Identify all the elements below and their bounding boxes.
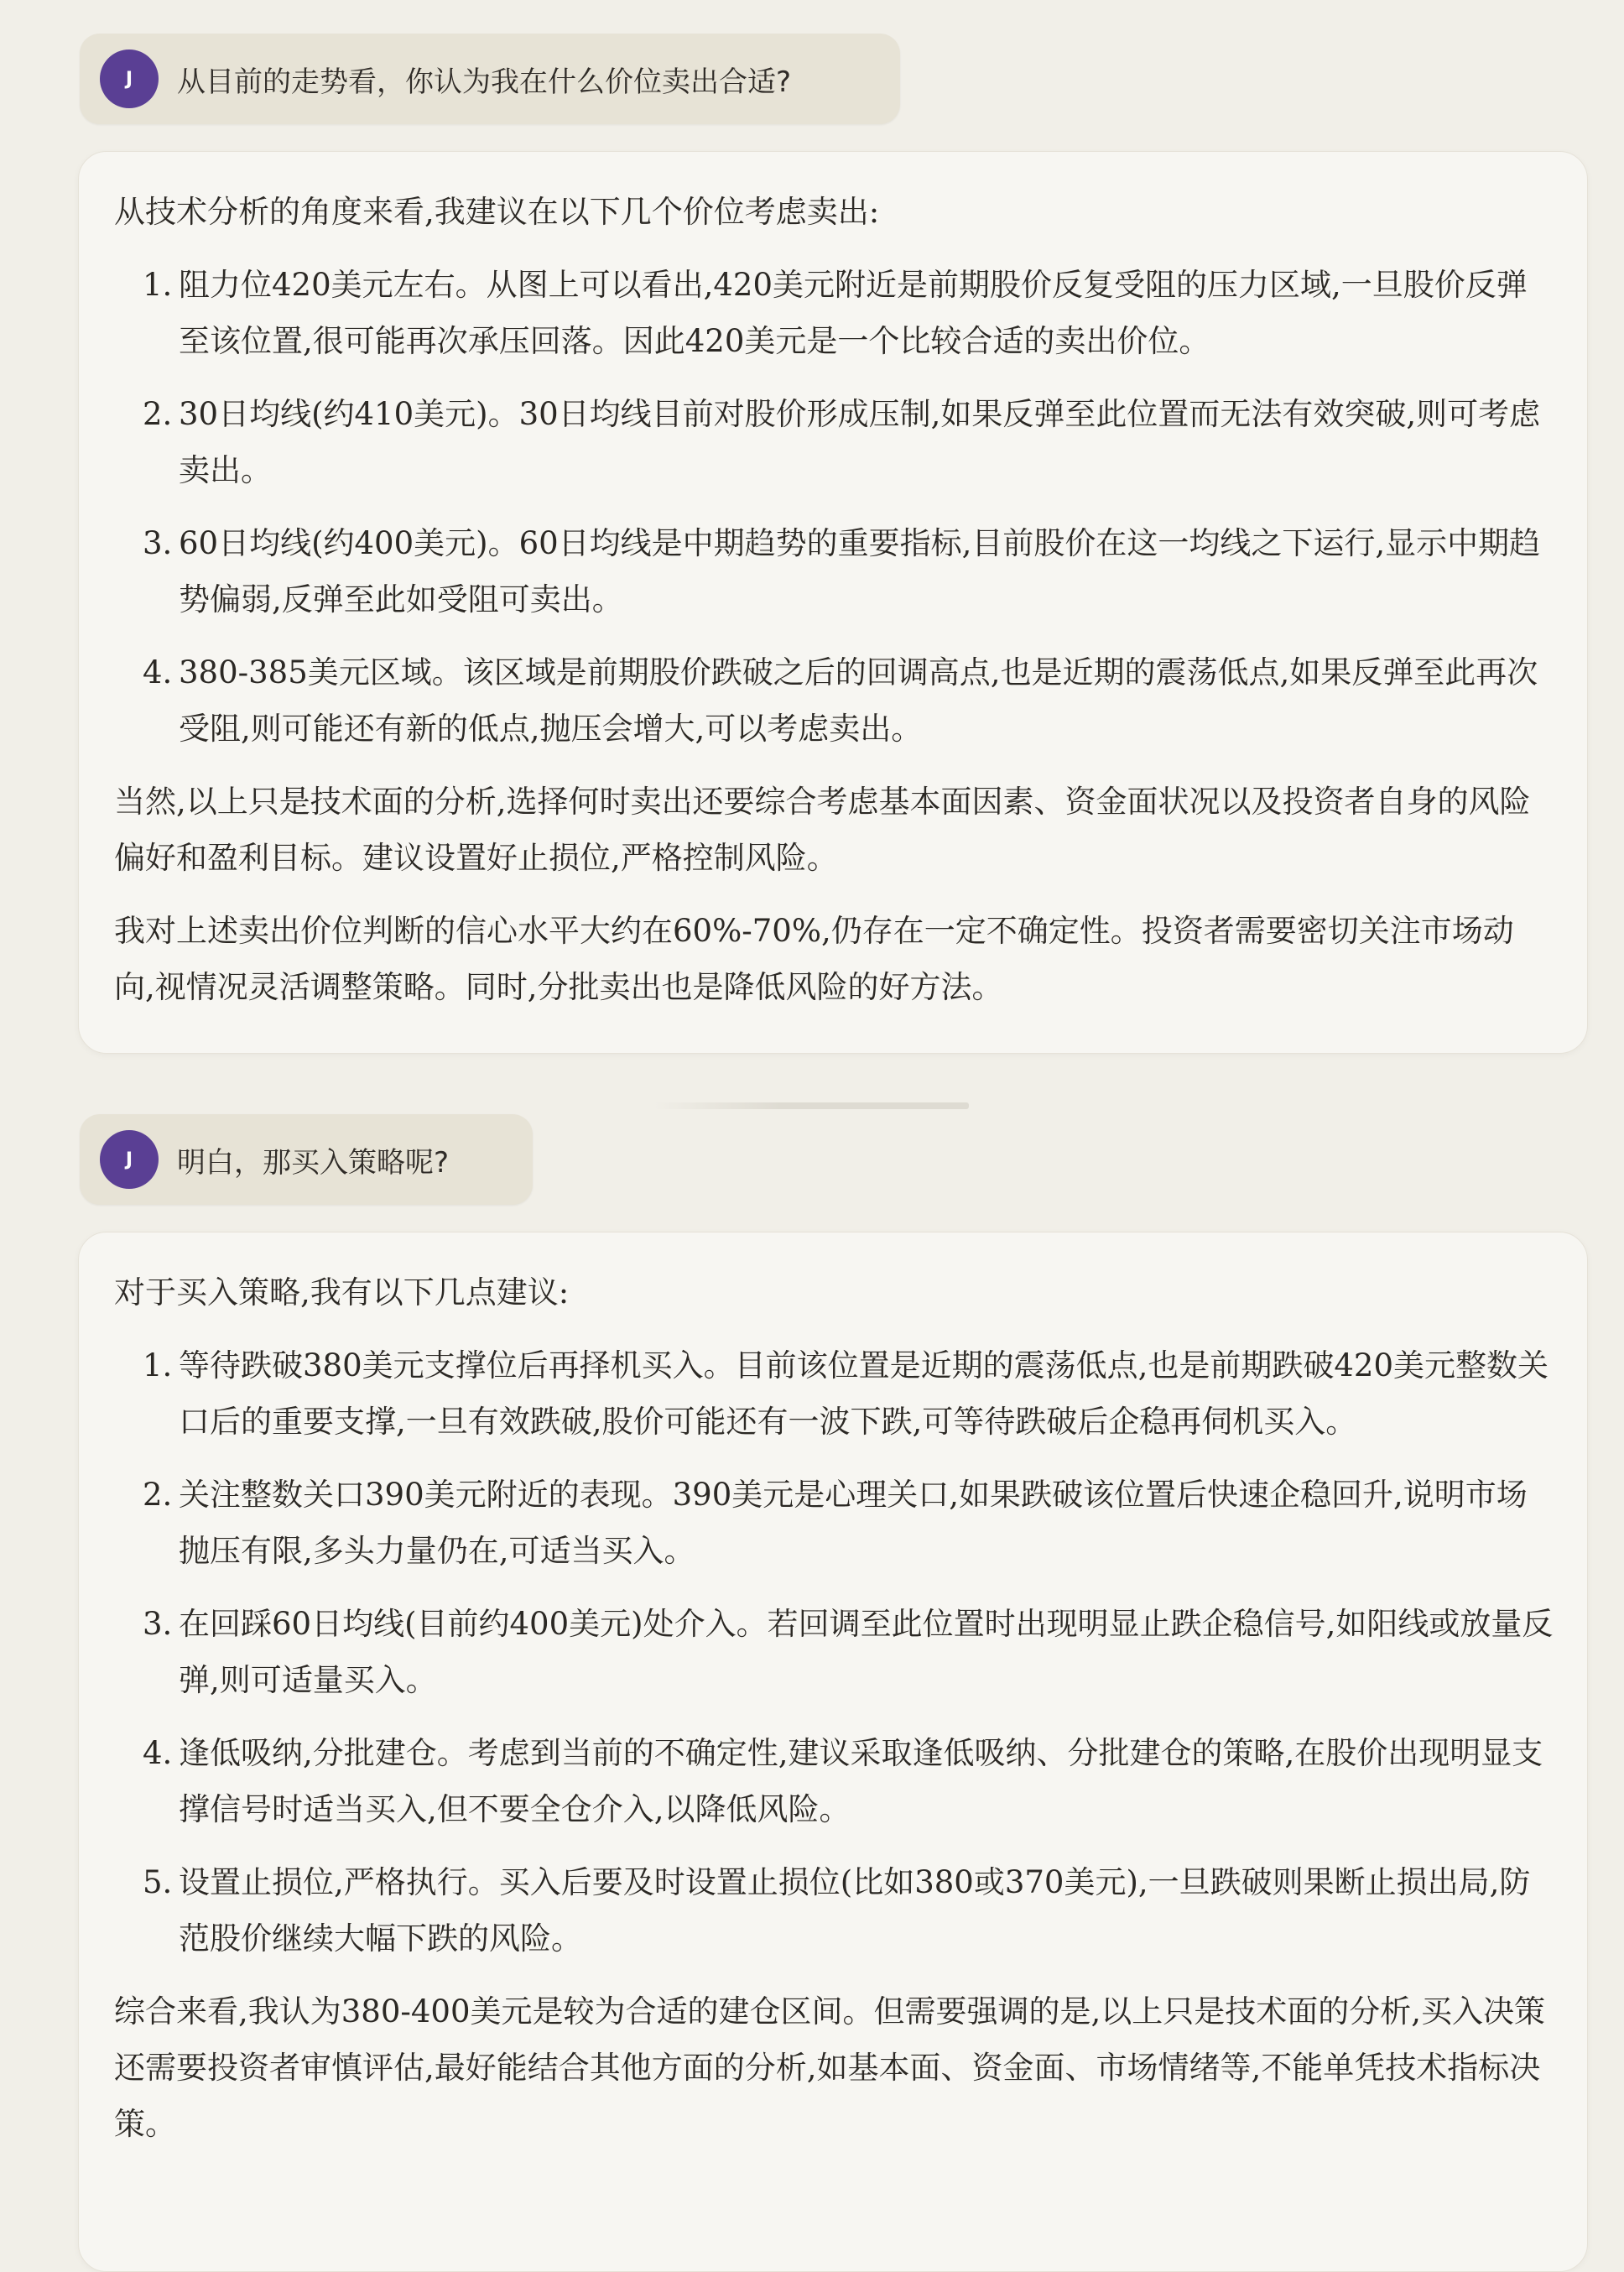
list-item [114,386,1554,498]
list-number: 1. [143,1347,173,1384]
list-item-text: 设置止损位,严格执行。买入后要及时设置止损位(比如380或370美元),一旦跌破则果断止损出局,防范股价继续大幅下跌的风险。 [179,1864,1531,1957]
list-item-text: 阻力位420美元左右。从图上可以看出,420美元附近是前期股价反复受阻的压力区域,一旦股价反弹至该位置,很可能再次承压回落。因此420美元是一个比较合适的卖出价位。 [179,267,1528,359]
list-item-text: 60日均线(约400美元)。60日均线是中期趋势的重要指标,目前股价在这一均线之下运行,显示中期趋势偏弱,反弹至此如受阻可卖出。 [179,525,1541,618]
list-item [114,1854,1554,1967]
list-number: 3. [143,525,173,561]
list-number: 4. [143,654,173,690]
list-number: 2. [143,1477,173,1513]
list-number: 5. [143,1864,173,1900]
reply-paragraph: 我对上述卖出价位判断的信心水平大约在60%-70%,仍存在一定不确定性。投资者需要密切关注市场动向,视情况灵活调整策略。同时,分批卖出也是降低风险的好方法。 [114,913,1514,1005]
reply-intro: 从技术分析的角度来看,我建议在以下几个价位考虑卖出: [114,194,880,230]
list-item-text: 30日均线(约410美元)。30日均线目前对股价形成压制,如果反弹至此位置而无法有效突破,则可考虑卖出。 [179,396,1541,488]
reply-intro: 对于买入策略,我有以下几点建议: [114,1274,570,1311]
list-item-text: 380-385美元区域。该区域是前期股价跌破之后的回调高点,也是近期的震荡低点,如果反弹至此再次受阻,则可能还有新的低点,抛压会增大,可以考虑卖出。 [179,654,1538,747]
list-number: 3. [143,1606,173,1642]
sell-price-list [114,257,1554,757]
list-number: 4. [143,1735,173,1771]
list-number: 1. [143,267,173,303]
reply-paragraph: 综合来看,我认为380-400美元是较为合适的建仓区间。但需要强调的是,以上只是技术面的分析,买入决策还需要投资者审慎评估,最好能结合其他方面的分析,如基本面、资金面、市场情绪等,不能单凭技术指标决策。 [114,1993,1546,2142]
assistant-reply-2 [78,1232,1588,2272]
list-item [114,1725,1554,1837]
user-message-text: 从目前的走势看，你认为我在什么价位卖出合适? [177,65,792,99]
list-item [114,515,1554,628]
list-item [114,1467,1554,1579]
divider [654,1102,969,1109]
list-item [114,1337,1554,1450]
list-item-text: 等待跌破380美元支撑位后再择机买入。目前该位置是近期的震荡低点,也是前期跌破420美元整数关口后的重要支撑,一旦有效跌破,股价可能还有一波下跌,可等待跌破后企稳再伺机买入。 [179,1347,1549,1440]
reply-paragraph: 当然,以上只是技术面的分析,选择何时卖出还要综合考虑基本面因素、资金面状况以及投资者自身的风险偏好和盈利目标。建议设置好止损位,严格控制风险。 [114,784,1531,876]
user-avatar: J [100,1130,159,1189]
user-avatar: J [100,50,159,108]
assistant-reply-1 [78,151,1588,1054]
user-message-1 [80,34,900,124]
buy-strategy-list [114,1337,1554,1967]
list-number: 2. [143,396,173,432]
user-message-text: 明白，那买入策略呢? [177,1145,450,1180]
list-item [114,644,1554,757]
user-message-2 [80,1114,533,1205]
list-item-text: 逢低吸纳,分批建仓。考虑到当前的不确定性,建议采取逢低吸纳、分批建仓的策略,在股价出现明显支撑信号时适当买入,但不要全仓介入,以降低风险。 [179,1735,1543,1827]
list-item-text: 在回踩60日均线(目前约400美元)处介入。若回调至此位置时出现明显止跌企稳信号,如阳线或放量反弹,则可适量买入。 [179,1606,1554,1698]
list-item-text: 关注整数关口390美元附近的表现。390美元是心理关口,如果跌破该位置后快速企稳回升,说明市场抛压有限,多头力量仍在,可适当买入。 [179,1477,1528,1569]
list-item [114,257,1554,369]
list-item [114,1596,1554,1708]
